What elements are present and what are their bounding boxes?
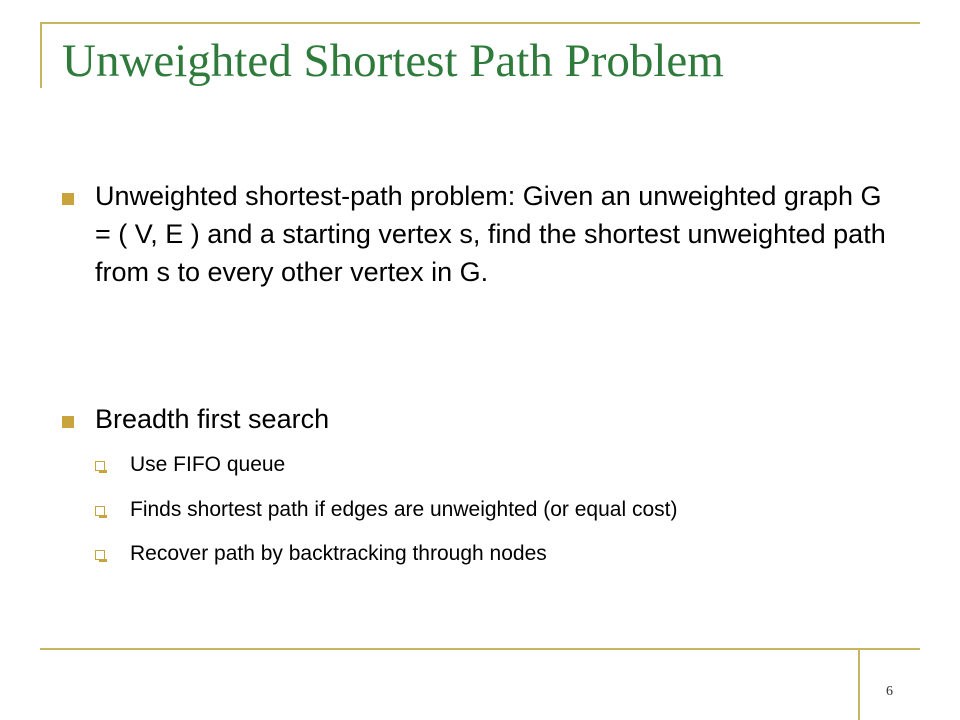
footer-divider (858, 648, 860, 720)
bullet-marker (62, 416, 74, 428)
page-number: 6 (886, 684, 893, 699)
sub-item-shortest: Finds shortest path if edges are unweighted (or equal cost) (130, 498, 678, 521)
left-rule (40, 22, 42, 88)
slide-title: Unweighted Shortest Path Problem (62, 35, 724, 87)
sub-bullet-marker (95, 461, 105, 471)
bullet-text-bfs: Breadth first search (95, 404, 330, 434)
sub-bullet-marker (95, 506, 105, 516)
sub-bullet-marker (95, 550, 105, 560)
bullet-text-problem: Unweighted shortest-path problem: Given an unweighted graph G = ( V, E ) and a starting vertex s, find the shortest unweighted path from s to every other vertex in G. (95, 181, 886, 287)
bottom-rule (40, 648, 920, 650)
sub-item-recover: Recover path by backtracking through nodes (130, 542, 547, 565)
bullet-marker (62, 193, 74, 205)
top-rule (40, 22, 920, 24)
sub-item-fifo: Use FIFO queue (130, 453, 286, 476)
